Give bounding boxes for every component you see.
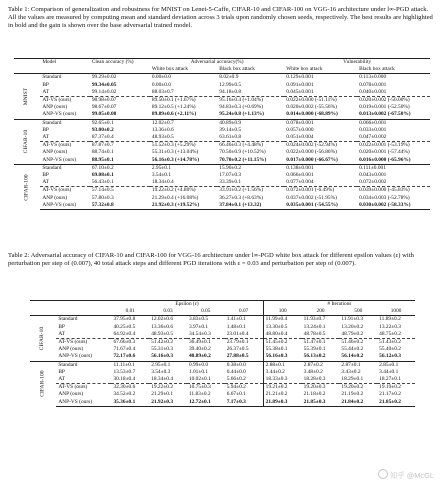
table1-cell-vb: 0.072±0.002: [359, 179, 387, 186]
table2-cell-eps: 64.92±0.4: [113, 330, 136, 337]
table2-cell-iter: 3.48±0.2: [303, 368, 323, 375]
table1-cell-vb: 0.034±0.003 (-52.78%): [359, 194, 410, 201]
table1-cell-clean: 99.34±0.05: [91, 81, 117, 88]
table2-cell-eps: 1.01±0.1: [188, 368, 209, 375]
table2-header-row-2: [30, 308, 415, 316]
table1-cell-model: BP: [42, 126, 49, 133]
table2-row: [30, 339, 415, 347]
table1-vuln-header: Vulnerability: [284, 59, 430, 67]
table2-cell-eps: 23.01±0.4: [226, 330, 249, 337]
table2-header-row-1: [30, 301, 415, 309]
table1-cell-vw: 0.022±0.000 (-56.86%): [286, 149, 337, 156]
table1-row: [14, 195, 430, 202]
table1-cell-clean: 99.14±0.02: [91, 88, 117, 95]
table2-iterations-header: # Iterations: [263, 301, 415, 309]
table1-cell-black: 36.27±0.3 (+8.63%): [219, 194, 264, 201]
table1-group-col-header: [14, 59, 40, 67]
table1-cell-black: 39.14±0.5: [219, 126, 242, 133]
table1-cell-vb: 0.022±0.001 (-53.19%): [357, 142, 430, 150]
table1-cell-model: AT: [42, 134, 49, 141]
table2-caption: Table 2: Adversarial accuracy of CIFAR-10 and CIFAR-100 for VGG-16 architecture under l∞-PGD white box attack for different epsilon values (ε) with perturbation per step of (0.007), 40 total attack steps and different PGD iterations with ε = 0.03 and perturbation per step of (0.007).: [8, 252, 414, 268]
table1-model-header: Model: [40, 59, 89, 67]
table2-cell-eps: 12.02±0.6: [151, 316, 174, 323]
table2-cell-eps: 6.67±0.1: [226, 391, 246, 398]
table1-row: [14, 172, 430, 179]
table2-cell-iter: 21.89±0.3: [263, 399, 301, 407]
table1-cell-black: 12.99±0.5: [219, 81, 242, 88]
table2-cell-iter: 21.85±0.2: [377, 399, 415, 407]
table1-cell-white: 89.89±0.6 (+2.11%): [151, 111, 197, 118]
table2-cell-iter: 21.19±0.2: [341, 391, 364, 398]
table1-cell-white: 88.03±0.7: [151, 88, 174, 95]
table2-cell-model: AT: [58, 376, 65, 383]
table1-cell-black: 33.39±0.1: [219, 179, 242, 186]
table1-cell-model: AT-VS (ours): [40, 97, 89, 105]
table2-cell-eps: 3.97±0.1: [188, 323, 209, 330]
table1-row: [14, 134, 430, 142]
table1-row: [14, 149, 430, 156]
table1: [14, 58, 430, 210]
table2-cell-eps: 40.25±0.5: [113, 323, 136, 330]
table2-cell-eps: 34.54±0.3: [188, 330, 211, 337]
table1-cell-model: ANP-VS (ours): [42, 111, 77, 118]
table1-cell-vb: 0.043±0.001: [359, 172, 387, 179]
table2-row: [30, 361, 415, 369]
table2-cell-iter: 2.87±0.1: [339, 361, 377, 369]
table1-cell-black: 94.18±0.8: [219, 88, 242, 95]
table2-row: [30, 384, 415, 392]
table1-cell-vw: 0.045±0.001: [286, 88, 314, 95]
table2-cell-model: Standard: [56, 361, 111, 369]
table2-cell-iter: 21.17±0.2: [379, 391, 401, 398]
table1-cell-clean: 88.95±0.1: [91, 156, 114, 163]
table2-cell-iter: 48.78±0.5: [303, 330, 326, 337]
table2-cell-iter: 13.22±0.3: [379, 323, 401, 330]
table1-cell-vb: 0.020±0.002 (-50.00%): [357, 97, 430, 105]
table2-cell-iter: 19.20±0.2: [339, 384, 377, 392]
table1-cell-black: 94.83±0.3 (+0.69%): [219, 104, 264, 111]
table1-black-header: Black box attack: [217, 66, 284, 74]
table2-group-label: [30, 316, 56, 361]
table1-cell-white: 19.22±0.2 (+4.80%): [150, 187, 217, 195]
table1-cell-clean: 87.37±0.4: [91, 134, 114, 141]
table2-cell-model: BP: [58, 368, 65, 375]
table2-cell-iter: 48.80±0.4: [263, 331, 301, 339]
table2-cell-iter: 11.99±0.4: [263, 316, 301, 324]
table2-cell-iter: 11.91±0.3: [341, 316, 364, 323]
table2-cell-iter: 3.44±0.2: [263, 369, 301, 376]
table2-cell-eps: 18.34±0.4: [151, 376, 174, 383]
zhihu-logo-icon: [378, 469, 388, 479]
table2-cell-eps: 7.17±0.3: [225, 399, 263, 407]
table1-cell-model: ANP (ours): [42, 104, 68, 111]
table1-cell-white: 21.92±0.3 (+19.52%): [150, 202, 217, 210]
table2-row: [30, 376, 415, 384]
table1-cell-vw: 0.022±0.000 (-51.11%): [284, 97, 357, 105]
table2-cell-eps: 5.66±0.2: [226, 376, 246, 383]
table1-cell-white: 51.52±0.3 (+5.29%): [150, 142, 217, 150]
table2-cell-iter: 2.87±0.2: [302, 361, 340, 369]
table1-clean-header: Clean accuracy (%): [90, 59, 150, 67]
table2-row: [30, 391, 415, 398]
table1-cell-clean: 99.05±0.08: [91, 111, 117, 118]
table1-cell-vw: 0.057±0.000: [286, 126, 314, 133]
table2-cell-eps: 72.17±0.6: [113, 353, 136, 360]
table2-cell-iter: 13.24±0.1: [303, 323, 326, 330]
table2: [30, 300, 415, 407]
table1-cell-clean: 56.43±0.1: [91, 179, 114, 186]
table2-cell-iter: 55.40±0.2: [379, 346, 401, 353]
table1-cell-clean: 88.74±0.1: [91, 149, 114, 156]
table1-white-header: White box attack: [150, 66, 217, 74]
table1-cell-vw: 0.024±0.002 (-52.94%): [284, 142, 357, 150]
table2-cell-eps: 13.36±0.6: [151, 323, 174, 330]
table2-eps-col-header: 0.07: [225, 308, 263, 316]
table2-cell-iter: 56.13±0.2: [303, 353, 326, 360]
table2-cell-eps: 10.75±0.3: [187, 384, 225, 392]
table1-cell-model: AT: [42, 179, 49, 186]
table1-cell-vw: 0.020±0.002 (-55.56%): [286, 104, 337, 111]
table1-cell-black: 63.61±0.8: [219, 134, 242, 141]
table1-group-label: [14, 119, 40, 164]
table2-cell-eps: 55.31±0.3: [151, 346, 174, 353]
table2-epsilon-header: Epsilon (ε): [111, 301, 263, 309]
table2-cell-eps: 27.88±0.5: [226, 353, 249, 360]
table2-cell-iter: 21.18±0.2: [303, 391, 326, 398]
table1-body: [14, 59, 430, 210]
table2-cell-eps: 3.83±0.5: [188, 316, 209, 323]
table1-cell-white: 21.29±0.4 (+16.08%): [151, 194, 199, 201]
table2-cell-eps: 40.89±0.2: [188, 353, 211, 360]
table2-cell-iter: 19.20±0.3: [302, 384, 340, 392]
table2-cell-eps: 0.44±0.0: [226, 368, 246, 375]
table2-cell-eps: 0.38±0.0: [225, 361, 263, 369]
table2-cell-model: ANP-VS (ours): [56, 399, 111, 407]
watermark-text: 知乎 @McGL: [389, 471, 434, 480]
table2-cell-iter: 55.44±0.2: [341, 346, 364, 353]
table1-cell-model: AT: [42, 88, 49, 95]
table1-cell-white: 0.00±0.0: [151, 74, 172, 81]
table1-cell-black: 95.16±0.4 (+1.04%): [217, 97, 284, 105]
table1-cell-vb: 0.078±0.001: [359, 81, 387, 88]
table1-caption: Table 1: Comparison of generalization and robustness for MNIST on Lenet-5-Caffe, CIFAR-10 and CIFAR-100 on VGG-16 architecture under l∞-PGD attack. All the values are measured by computing mean and standard deviation across 3 trials upon randomly chosen seeds, respectively. The best results are highlighted in bold and the gain is shown over the base adversarial trained model.: [8, 6, 433, 30]
table1-cell-vw: 0.066±0.001: [286, 172, 314, 179]
table2-row: [30, 399, 415, 407]
table1-row: [14, 111, 430, 119]
table1-group-label: [14, 74, 40, 119]
table2-cell-eps: 1.41±0.1: [226, 316, 246, 323]
table2-cell-iter: 18.27±0.1: [379, 376, 401, 383]
table1-row: [14, 127, 430, 134]
table2-cell-iter: 56.16±0.3: [263, 353, 301, 361]
table2-cell-model: ANP-VS (ours): [58, 353, 93, 360]
table2-iter-col-header: 1000: [377, 308, 415, 316]
table1-cell-vw: 0.035±0.001 (-54.55%): [284, 202, 357, 210]
table2-cell-model: ANP (ours): [58, 346, 84, 353]
table2-cell-model: AT: [58, 330, 65, 337]
table1-cell-white: 0.00±0.0: [151, 81, 172, 88]
table1-cell-clean: 98.98±0.07: [90, 97, 150, 105]
table1-cell-vw: 0.078±0.001: [284, 119, 357, 127]
table1-cell-vw: 0.072±0.001 (-6.49%): [284, 187, 357, 195]
table2-cell-eps: 51.42±0.2: [149, 339, 187, 347]
table1-cell-model: Standard: [40, 119, 89, 127]
table2-cell-iter: 11.89±0.2: [379, 316, 401, 323]
table2-cell-eps: 11.11±0.1: [111, 361, 149, 369]
table2-cell-eps: 56.16±0.3: [151, 353, 174, 360]
table1-cell-black: 40.89±0.9: [217, 119, 284, 127]
table1-cell-vw: 0.077±0.004: [286, 179, 314, 186]
table2-body: [30, 301, 415, 407]
table1-cell-clean: 93.00±0.2: [91, 126, 114, 133]
table1-cell-clean: 87.87±0.7: [90, 142, 150, 150]
table2-cell-iter: 11.93±0.7: [303, 316, 326, 323]
table2-cell-eps: 34.52±0.2: [113, 391, 136, 398]
table2-eps-col-header: 0.03: [149, 308, 187, 316]
watermark: [378, 469, 434, 481]
table2-cell-model: AT-VS (ours): [56, 384, 111, 392]
table1-cell-clean: 57.14±0.5: [90, 187, 150, 195]
table2-cell-eps: 5.94±0.2: [225, 384, 263, 392]
table2-cell-iter: 21.84±0.2: [339, 399, 377, 407]
table1-cell-vb: 0.033±0.001: [359, 126, 387, 133]
table1-cell-model: ANP-VS (ours): [40, 202, 89, 210]
table2-cell-eps: 1.48±0.1: [226, 323, 246, 330]
table2-cell-eps: 39.40±0.2: [188, 346, 211, 353]
table1-group-name: CIFAR-10: [23, 129, 30, 154]
table1-cell-black: 15.90±0.2: [217, 164, 284, 172]
table2-cell-iter: 56.14±0.2: [341, 353, 364, 360]
table2-row: [30, 353, 415, 361]
table2-cell-eps: 3.54±0.3: [151, 368, 171, 375]
table1-cell-model: AT-VS (ours): [40, 142, 89, 150]
table1-cell-white: 3.54±0.1: [151, 172, 172, 179]
table2-cell-eps: 32.30±0.6: [111, 384, 149, 392]
table1-cell-clean: 99.29±0.02: [91, 74, 117, 81]
table1-cell-vw: 0.017±0.000 (-66.67%): [286, 156, 338, 163]
table1-cell-vw: 0.138±0.001: [284, 164, 357, 172]
table1-cell-vb: 0.013±0.002 (-67.50%): [359, 111, 411, 118]
table2-cell-iter: 48.79±0.2: [341, 330, 364, 337]
table2-cell-iter: 18.28±0.3: [303, 376, 326, 383]
table1-row: [14, 119, 430, 127]
table2-cell-iter: 13.30±0.5: [263, 324, 301, 331]
table2-cell-eps: 10.02±0.1: [188, 376, 211, 383]
table1-cell-white: 48.93±0.5: [151, 134, 174, 141]
table2-cell-eps: 26.37±0.5: [226, 346, 249, 353]
table1-cell-vw: 0.051±0.004: [286, 134, 314, 141]
table2-cell-iter: 51.47±0.1: [302, 339, 340, 347]
table2-cell-eps: 21.92±0.3: [149, 399, 187, 407]
table1-row: [14, 187, 430, 195]
table1-cell-vb: 0.040±0.001: [359, 88, 387, 95]
table2-row: [30, 369, 415, 376]
table1-cell-white: 13.36±0.6: [151, 126, 174, 133]
table1-cell-clean: 69.08±0.1: [91, 172, 114, 179]
table2-cell-iter: 21.85±0.3: [302, 399, 340, 407]
table2-cell-iter: 19.21±0.2: [263, 384, 301, 392]
table2-cell-eps: 35.36±0.1: [111, 399, 149, 407]
table1-cell-clean: 98.67±0.07: [91, 104, 117, 111]
table1-cell-white: 12.02±0.7: [150, 119, 217, 127]
table2-cell-iter: 18.33±0.3: [263, 376, 301, 384]
table1-cell-model: BP: [42, 172, 49, 179]
table2-cell-model: Standard: [58, 316, 78, 323]
table2-eps-col-header: 0.01: [111, 308, 149, 316]
table2-cell-iter: 51.43±0.2: [377, 339, 415, 347]
table1-cell-model: BP: [42, 81, 49, 88]
table2-cell-iter: 18.29±0.1: [341, 376, 364, 383]
table2-cell-model: BP: [58, 323, 65, 330]
table1-cell-vw: 0.091±0.001: [286, 81, 314, 88]
table1-cell-vb: 0.020±0.001 (-57.44%): [359, 149, 410, 156]
table2-cell-iter: 2.85±0.1: [377, 361, 415, 369]
table2-group-name: CIFAR-10: [39, 326, 46, 351]
table2-cell-iter: 56.12±0.3: [379, 353, 401, 360]
table1-row: [14, 89, 430, 97]
table1-row: [14, 202, 430, 210]
table2-cell-iter: 55.39±0.1: [303, 346, 326, 353]
table1-cell-clean: 92.65±0.1: [90, 119, 150, 127]
table1-cell-black: 66.46±0.3 (+4.48%): [217, 142, 284, 150]
table1-cell-vw: 0.129±0.001: [286, 74, 314, 81]
table1-cell-clean: 57.32±0.8: [90, 202, 150, 210]
table1-row: [14, 74, 430, 82]
table2-iter-col-header: 500: [339, 308, 377, 316]
table1-cell-black: 70.70±0.2 (+11.15%): [219, 156, 267, 163]
table1-cell-vb: 0.019±0.001 (-52.50%): [359, 104, 410, 111]
table1-cell-white: 89.50±0.1 (+1.67%): [150, 97, 217, 105]
table2-cell-eps: 0.99±0.0: [187, 361, 225, 369]
table1-cell-white: 89.12±0.5 (+1.24%): [151, 104, 196, 111]
table1-cell-white: 55.31±0.3 (+13.04%): [151, 149, 199, 156]
table2-cell-model: AT-VS (ours): [56, 339, 111, 347]
table2-group-label: [30, 361, 56, 406]
table1-cell-vb: 0.111±0.001: [357, 164, 430, 172]
table2-iter-col-header: 200: [302, 308, 340, 316]
table2-row: [30, 324, 415, 331]
table1-cell-white: 2.95±0.1: [150, 164, 217, 172]
table2-cell-eps: 19.22±0.2: [149, 384, 187, 392]
table1-row: [14, 164, 430, 172]
table1-cell-model: ANP-VS (ours): [42, 156, 77, 163]
table1-cell-model: AT-VS (ours): [40, 187, 89, 195]
table2-cell-iter: 51.46±0.2: [339, 339, 377, 347]
table1-cell-model: ANP (ours): [42, 149, 68, 156]
table2-row: [30, 316, 415, 324]
table1-cell-vb: 0.030±0.002 (-58.33%): [357, 202, 430, 210]
table1-adv-header: Adversarial accuracy(%): [150, 59, 284, 67]
table1-header-row-1: [14, 59, 430, 67]
table2-cell-iter: 51.45±0.2: [263, 339, 301, 347]
table2-cell-eps: 48.93±0.5: [151, 330, 174, 337]
table1-cell-vb: 0.016±0.000 (-65.96%): [359, 156, 411, 163]
table2-row: [30, 331, 415, 339]
table1-cell-black: 95.24±0.8 (+1.13%): [219, 111, 264, 118]
table1-cell-black: 17.07±0.3: [219, 172, 242, 179]
table2-cell-eps: 12.72±0.1: [187, 399, 225, 407]
table1-cell-black: 33.91±0.2 (+1.56%): [217, 187, 284, 195]
table1-cell-vb: 0.113±0.000: [359, 74, 387, 81]
table1-cell-black: 8.02±0.9: [219, 74, 239, 81]
table1-cell-model: Standard: [42, 74, 62, 81]
table2-cell-model: ANP (ours): [58, 391, 84, 398]
table1-group-name: MNIST: [23, 87, 30, 106]
table2-cell-eps: 37.95±0.8: [113, 316, 136, 323]
table1-cell-black: 70.50±0.9 (+10.52%): [219, 149, 266, 156]
table1-cell-clean: 67.10±0.2: [90, 164, 150, 172]
table1-header-row-2: [14, 66, 430, 74]
table1-cell-vb: 0.066±0.001: [357, 119, 430, 127]
table2-cell-iter: 2.88±0.1: [263, 361, 301, 369]
table1-row: [14, 157, 430, 165]
table1-cell-white: 56.16±0.3 (+14.78%): [151, 156, 200, 163]
table2-cell-eps: 23.79±0.1: [225, 339, 263, 347]
table1-vblack-header: Black box attack: [357, 66, 430, 74]
table2-cell-iter: 48.75±0.2: [379, 330, 401, 337]
table2-cell-iter: 3.43±0.2: [341, 368, 361, 375]
table1-group-name: CIFAR-100: [23, 174, 30, 201]
table2-cell-eps: 67.66±0.3: [111, 339, 149, 347]
table1-cell-white: 18.34±0.4: [151, 179, 174, 186]
table1-cell-vb: 0.039±0.000 (-45.83%): [357, 187, 430, 195]
table1-cell-model: ANP (ours): [42, 194, 68, 201]
table2-cell-iter: 3.44±0.1: [379, 368, 399, 375]
table2-cell-eps: 11.83±0.2: [188, 391, 211, 398]
table2-group-name: CIFAR-100: [39, 370, 46, 398]
table1-cell-clean: 57.80±0.3: [91, 194, 114, 201]
table2-cell-iter: 21.21±0.2: [263, 391, 301, 398]
table1-cell-black: 37.84±0.1 (+13.32): [217, 202, 284, 210]
table2-cell-eps: 2.95±0.1: [149, 361, 187, 369]
table2-cell-eps: 36.49±0.1: [187, 339, 225, 347]
table2-cell-iter: 19.19±0.2: [377, 384, 415, 392]
table1-cell-vw: 0.037±0.002 (-51.95%): [286, 194, 337, 201]
table1-row: [14, 82, 430, 89]
table1-cell-model: Standard: [40, 164, 89, 172]
table2-cell-eps: 71.67±0.4: [113, 346, 136, 353]
table2-cell-eps: 21.29±0.1: [151, 391, 174, 398]
table2-cell-eps: 13.53±0.7: [113, 368, 136, 375]
table1-cell-vw: 0.014±0.000 (-68.89%): [286, 111, 338, 118]
table1-vwhite-header: White box attack: [284, 66, 357, 74]
table2-cell-iter: 13.20±0.2: [341, 323, 364, 330]
table2-cell-eps: 30.18±0.4: [113, 376, 136, 383]
table2-iter-col-header: 100: [263, 308, 301, 316]
table1-group-label: [14, 164, 40, 209]
table2-cell-iter: 55.38±0.1: [263, 346, 301, 353]
table1-row: [14, 179, 430, 187]
table2-eps-col-header: 0.05: [187, 308, 225, 316]
table1-cell-vb: 0.047±0.002: [359, 134, 387, 141]
